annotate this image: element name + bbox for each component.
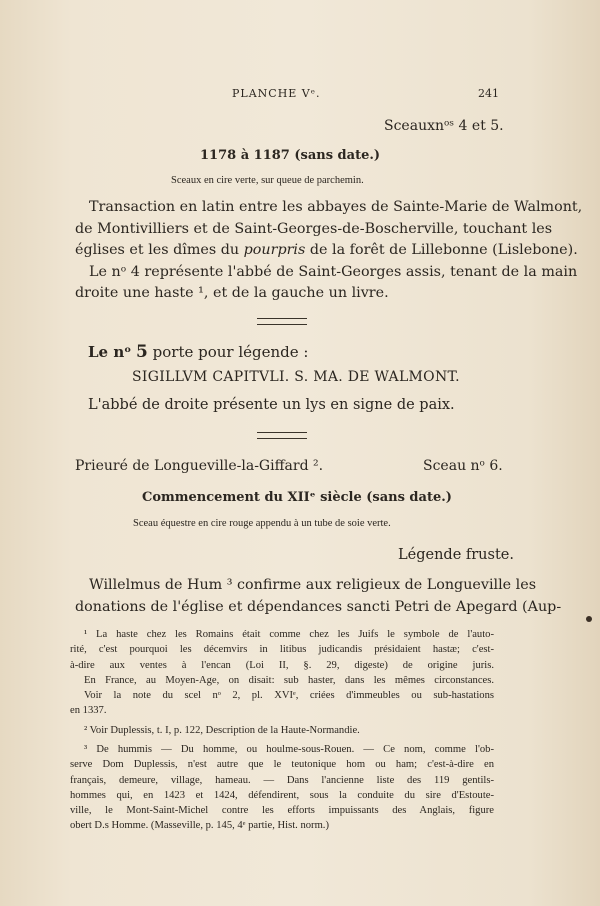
section-divider — [257, 432, 307, 439]
footnote-line: ² Voir Duplessis, t. I, p. 122, Description de la Haute-Normandie. — [84, 725, 360, 736]
seal-5-note: L'abbé de droite présente un lys en signe de paix. — [88, 397, 455, 413]
ink-spot — [586, 616, 592, 622]
footnote-line: à-dire aux ventes à l'encan (Loi II, §. 29, digeste) de origine juris. — [70, 659, 494, 671]
footnote-1 — [70, 627, 494, 719]
footnote-line: ³ De hummis — Du homme, ou houlme-sous-Rouen. — Ce nom, comme l'ob- — [84, 744, 494, 755]
seal-numbers-heading: Sceauxnᵒˢ 4 et 5. — [384, 118, 504, 134]
footnote-line: français, demeure, village, hameau. — Dans l'ancienne liste des 119 gentils- — [70, 774, 494, 786]
seal-5-intro-prefix: Le nᵒ — [88, 343, 132, 361]
footnote-2 — [70, 723, 494, 738]
seal-description: Sceaux en cire verte, sur queue de parchemin. — [171, 175, 364, 186]
body-line: Willelmus de Hum ³ confirme aux religieux de Longueville les — [89, 577, 537, 593]
willelmus-paragraph — [75, 575, 562, 618]
running-header: PLANCHE Vᵉ. — [232, 87, 321, 100]
seal-6-legend-status: Légende fruste. — [398, 547, 514, 563]
body-line: Le nᵒ 4 représente l'abbé de Saint-Georges assis, tenant de la main — [89, 263, 578, 280]
seal-6-description: Sceau équestre en cire rouge appendu à un tube de soie verte. — [133, 518, 391, 529]
seal-6-number: Sceau nᵒ 6. — [423, 458, 503, 474]
seal-date-heading: 1178 à 1187 (sans date.) — [200, 148, 381, 163]
footnote-line: Voir la note du scel nᵒ 2, pl. XVIᵉ, criées d'immeubles ou sub-hastations — [84, 690, 494, 702]
section-divider — [257, 318, 307, 325]
seal-5-legend: SIGILLVM CAPITVLI. S. MA. DE WALMONT. — [132, 369, 460, 385]
seal-5-number: 5 — [136, 342, 148, 362]
seal-5-intro — [88, 342, 308, 362]
footnote-line: serve Dom Duplessis, n'est autre que le teutonique hom ou ham; c'est-à-dire en — [70, 759, 494, 771]
seal-5-intro-suffix: porte pour légende : — [152, 343, 309, 361]
priory-name: Prieuré de Longueville-la-Giffard ². — [75, 458, 324, 474]
body-line: églises et les dîmes du pourpris de la forêt de Lillebonne (Lislebone). — [75, 242, 578, 258]
body-line: droite une haste ¹, et de la gauche un livre. — [75, 285, 389, 301]
seal-6-date-heading: Commencement du XIIᵉ siècle (sans date.) — [142, 490, 452, 505]
footnote-line: ville, le Mont-Saint-Michel contre les efforts impuissants des Anglais, figure — [70, 805, 494, 817]
italic-term: pourpris — [243, 242, 306, 258]
body-line: Transaction en latin entre les abbayes de Sainte-Marie de Walmont, — [89, 199, 583, 215]
footnote-line: en 1337. — [70, 705, 107, 717]
footnote-line: En France, au Moyen-Age, on disait: sub haster, dans les mêmes circonstances. — [84, 674, 494, 686]
footnote-line: hommes qui, en 1423 et 1424, défendirent, sous la conduite du sire d'Estoute- — [70, 789, 494, 801]
transaction-paragraph — [75, 197, 583, 305]
footnote-3 — [70, 742, 494, 834]
body-line: donations de l'église et dépendances sancti Petri de Apegard (Aup- — [75, 598, 562, 615]
footnote-line: obert D.s Homme. (Masseville, p. 145, 4ᵉ partie, Hist. norm.) — [70, 820, 329, 832]
page-number: 241 — [478, 87, 499, 100]
body-line: de Montivilliers et de Saint-Georges-de-Boscherville, touchant les — [75, 220, 553, 237]
footnote-line: rité, c'est pourquoi les décemvirs in litibus judicandis présidaient hastæ; c'est- — [70, 644, 494, 656]
footnote-line: ¹ La haste chez les Romains était comme chez les Juifs le symbole de l'auto- — [84, 629, 494, 640]
